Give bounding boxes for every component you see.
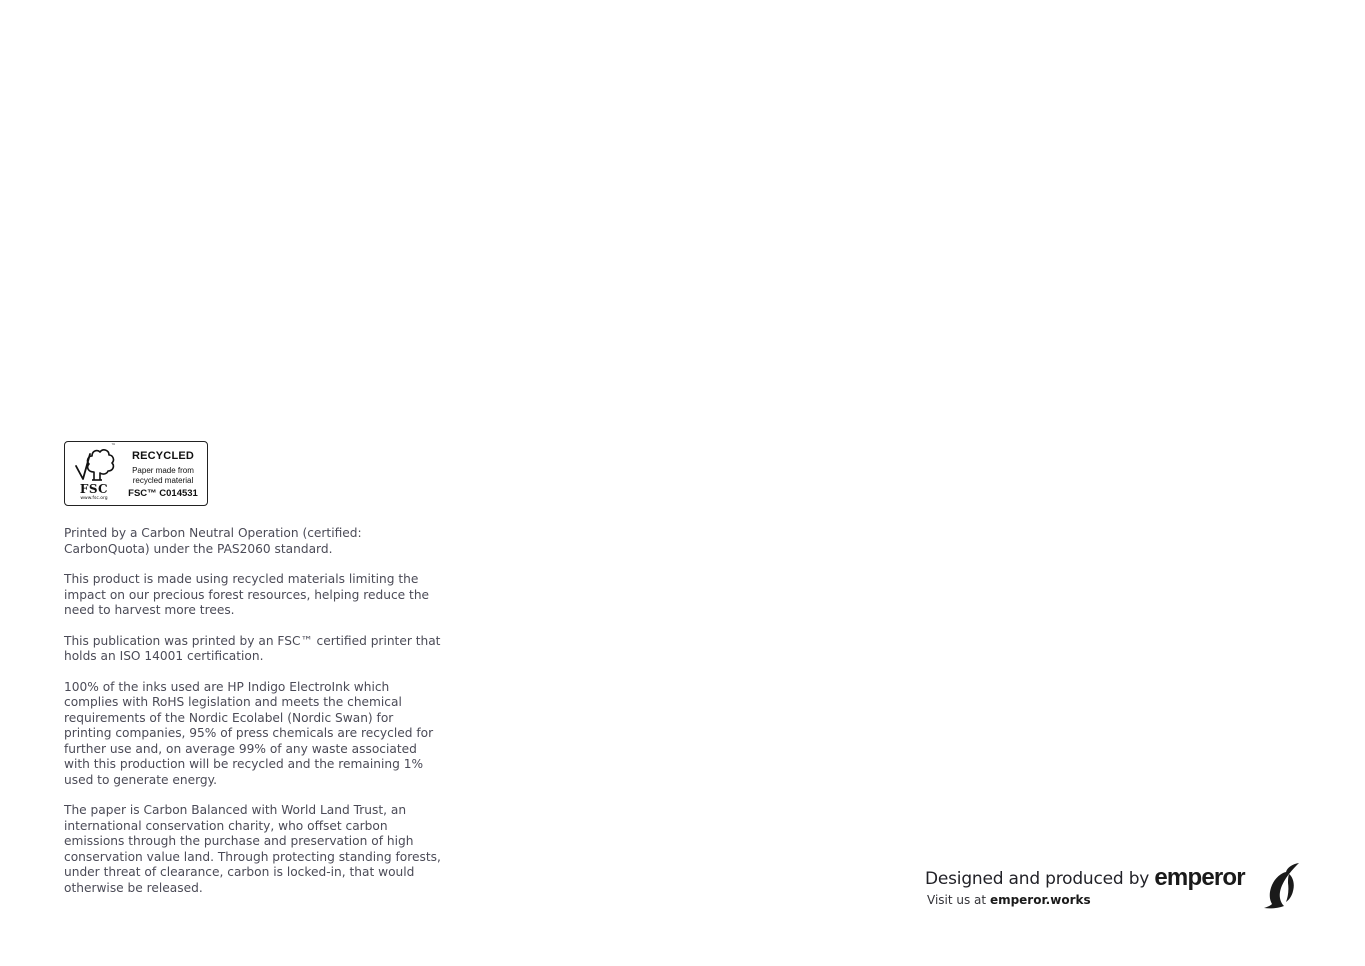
brand-wordmark: emperor xyxy=(1154,864,1245,891)
paragraph-fsc-printer: This publication was printed by an FSC™ certified printer that holds an ISO 14001 certification. xyxy=(64,633,441,663)
visit-line xyxy=(927,893,1091,907)
paragraph-carbon-balanced: The paper is Carbon Balanced with World Land Trust, an international conservation charity, who offset carbon emissions through the purchase and preservation of high conservation value land. Through protecting standing forests, under threat of clearance, carbon is locked-in, that would otherwise be released. xyxy=(64,803,441,895)
fsc-description-line1: Paper made from xyxy=(132,466,194,475)
fsc-license-code: FSC™ C014531 xyxy=(128,488,198,499)
website-link[interactable]: emperor.works xyxy=(989,893,1091,907)
credit-line xyxy=(925,864,1245,892)
producer-credit xyxy=(925,862,1305,912)
fsc-description xyxy=(121,466,205,485)
visit-prefix: Visit us at xyxy=(927,893,990,907)
fsc-heading: RECYCLED xyxy=(131,450,195,462)
fsc-letters: FSC xyxy=(79,482,109,496)
fsc-recycled-label xyxy=(64,441,208,506)
sustainability-statements xyxy=(64,526,454,911)
credit-prefix: Designed and produced by xyxy=(925,869,1155,889)
paragraph-carbon-neutral: Printed by a Carbon Neutral Operation (certified: CarbonQuota) under the PAS2060 standard. xyxy=(64,526,362,556)
fsc-logo xyxy=(71,445,117,503)
paragraph-inks: 100% of the inks used are HP Indigo ElectroInk which complies with RoHS legislation and meets the chemical requirements of the Nordic Ecolabel (Nordic Swan) for printing companies, 95% of press chemicals are recycled for further use and, on average 99% of any waste associated with this production will be recycled and the remaining 1% used to generate energy. xyxy=(64,679,434,787)
fsc-website: www.fsc.org xyxy=(80,496,108,501)
penguin-icon xyxy=(1259,862,1303,910)
fsc-trademark: ™ xyxy=(111,443,116,449)
paragraph-recycled-materials: This product is made using recycled materials limiting the impact on our precious forest resources, helping reduce the need to harvest more trees. xyxy=(64,572,430,617)
fsc-description-line2: recycled material xyxy=(132,475,194,485)
fsc-label-text xyxy=(121,450,205,499)
fsc-tree-checkmark-icon xyxy=(74,443,118,484)
